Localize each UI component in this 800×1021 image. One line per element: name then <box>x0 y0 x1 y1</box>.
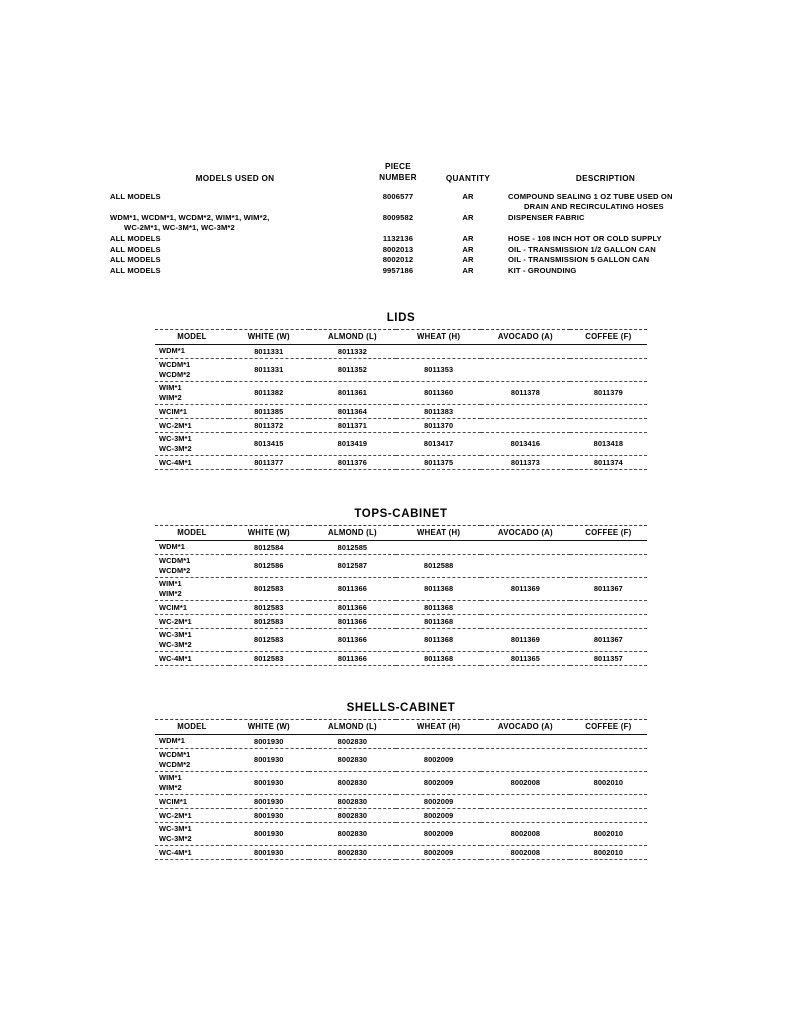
parts-list-row <box>110 266 700 277</box>
column-header-almond: ALMOND (L) <box>309 330 397 345</box>
parts-row-description <box>508 255 738 265</box>
parts-row-description-continued: DRAIN AND RECIRCULATING HOSES <box>524 202 664 212</box>
cell-part-number-almond: 8002830 <box>309 794 397 808</box>
parts-row-description-line: OIL - TRANSMISSION 5 GALLON CAN <box>508 255 650 265</box>
model-name: WIM*1 <box>159 383 182 393</box>
cell-part-number-avocado: 8002008 <box>481 771 570 794</box>
model-name: WDM*1 <box>159 736 185 746</box>
cell-part-number-almond: 8002830 <box>309 822 397 845</box>
cell-part-number-avocado <box>481 600 570 614</box>
column-header-model: MODEL <box>155 720 229 735</box>
parts-row-models <box>110 213 358 233</box>
cell-part-number-almond: 8002830 <box>309 808 397 822</box>
cell-model <box>155 404 229 418</box>
parts-row-models-line: ALL MODELS <box>110 234 161 243</box>
cell-part-number-wheat: 8011368 <box>396 577 481 600</box>
column-header-white: WHITE (W) <box>229 720 309 735</box>
parts-row-quantity: AR <box>462 213 474 222</box>
parts-row-description-line: DISPENSER FABRIC <box>508 213 585 222</box>
parts-row-piece-number: 1132136 <box>382 234 414 243</box>
parts-row-models-line: ALL MODELS <box>110 265 161 275</box>
parts-table-tops-cabinet <box>155 508 647 666</box>
table-row <box>155 540 647 554</box>
parts-row-models-line: ALL MODELS <box>110 255 161 265</box>
cell-part-number-avocado: 8011365 <box>481 652 570 666</box>
cell-model <box>155 771 229 794</box>
column-header-almond: ALMOND (L) <box>309 526 397 541</box>
parts-row-quantity: AR <box>462 234 474 243</box>
cell-part-number-white: 8012583 <box>229 614 309 628</box>
parts-row-models <box>110 234 358 244</box>
cell-part-number-coffee: 8002010 <box>570 822 647 845</box>
column-header-coffee: COFFEE (F) <box>570 720 647 735</box>
cell-part-number-wheat: 8013417 <box>396 432 481 455</box>
column-header-quantity: QUANTITY <box>445 174 491 183</box>
table-row <box>155 734 647 748</box>
model-name: WC-4M*1 <box>159 653 192 663</box>
parts-row-description <box>508 213 738 223</box>
cell-model <box>155 344 229 358</box>
cell-part-number-coffee: 8002010 <box>570 771 647 794</box>
table-row <box>155 628 647 651</box>
cell-part-number-almond: 8011376 <box>309 456 397 470</box>
cell-model <box>155 540 229 554</box>
parts-row-piece-number: 9957186 <box>382 265 414 275</box>
cell-part-number-avocado <box>481 614 570 628</box>
cell-part-number-wheat: 8002009 <box>396 846 481 860</box>
cell-part-number-wheat: 8011353 <box>396 358 481 381</box>
parts-row-piece-number: 8002012 <box>382 255 414 265</box>
parts-row-quantity: AR <box>462 255 474 265</box>
cell-model <box>155 748 229 771</box>
table-title-tops-cabinet: TOPS-CABINET <box>354 508 448 520</box>
parts-row-description <box>508 266 738 276</box>
cell-part-number-coffee <box>570 418 647 432</box>
cell-part-number-white: 8001930 <box>229 734 309 748</box>
cell-part-number-avocado <box>481 748 570 771</box>
parts-list-row <box>110 245 700 256</box>
model-name: WDM*1 <box>159 542 185 552</box>
model-name: WCDM*2 <box>159 369 191 379</box>
cell-part-number-coffee <box>570 600 647 614</box>
cell-part-number-almond: 8011366 <box>309 577 397 600</box>
table-row <box>155 846 647 860</box>
column-header-avocado: AVOCADO (A) <box>481 720 570 735</box>
cell-part-number-almond: 8011366 <box>309 652 397 666</box>
cell-part-number-almond: 8011371 <box>309 418 397 432</box>
cell-part-number-wheat: 8002009 <box>396 794 481 808</box>
table-row <box>155 748 647 771</box>
cell-part-number-wheat: 8011375 <box>396 456 481 470</box>
cell-part-number-avocado: 8013416 <box>481 432 570 455</box>
parts-row-quantity: AR <box>462 244 474 254</box>
column-header-white: WHITE (W) <box>229 330 309 345</box>
column-header-model: MODEL <box>155 330 229 345</box>
cell-part-number-white: 8001930 <box>229 771 309 794</box>
model-name: WC-2M*1 <box>159 616 192 626</box>
cell-part-number-wheat: 8011368 <box>396 628 481 651</box>
cell-part-number-coffee <box>570 808 647 822</box>
parts-row-description-line: COMPOUND SEALING 1 OZ TUBE USED ON <box>508 192 673 201</box>
color-part-number-table <box>155 719 647 860</box>
cell-part-number-almond: 8012585 <box>309 540 397 554</box>
cell-part-number-avocado <box>481 358 570 381</box>
model-name: WCIM*1 <box>159 406 188 416</box>
table-row <box>155 418 647 432</box>
column-header-wheat: WHEAT (H) <box>396 330 481 345</box>
parts-list-row <box>110 255 700 266</box>
cell-model <box>155 577 229 600</box>
model-name: WCDM*2 <box>159 759 191 769</box>
parts-row-models <box>110 266 358 276</box>
table-header-row <box>155 330 647 345</box>
table-row <box>155 554 647 577</box>
column-header-wheat: WHEAT (H) <box>396 526 481 541</box>
cell-part-number-almond: 8011352 <box>309 358 397 381</box>
cell-part-number-almond: 8011366 <box>309 628 397 651</box>
parts-row-piece-number: 8009582 <box>382 213 414 222</box>
cell-part-number-coffee <box>570 358 647 381</box>
model-name: WCIM*1 <box>159 602 188 612</box>
cell-part-number-white: 8001930 <box>229 822 309 845</box>
piece-number-line-2: NUMBER <box>379 172 417 182</box>
column-header-piece-number <box>362 162 434 183</box>
cell-part-number-almond: 8002830 <box>309 771 397 794</box>
table-row <box>155 456 647 470</box>
cell-part-number-wheat: 8011360 <box>396 381 481 404</box>
cell-part-number-coffee <box>570 344 647 358</box>
model-name: WC-3M*2 <box>159 443 192 453</box>
parts-row-models <box>110 245 358 255</box>
cell-part-number-white: 8001930 <box>229 846 309 860</box>
table-row <box>155 381 647 404</box>
cell-part-number-avocado: 8011373 <box>481 456 570 470</box>
table-row <box>155 652 647 666</box>
cell-model <box>155 822 229 845</box>
cell-part-number-white: 8011372 <box>229 418 309 432</box>
cell-model <box>155 381 229 404</box>
parts-list-row <box>110 213 700 234</box>
cell-part-number-white: 8001930 <box>229 794 309 808</box>
cell-part-number-avocado <box>481 794 570 808</box>
parts-row-models-line: ALL MODELS <box>110 192 161 201</box>
parts-row-models-line: WDM*1, WCDM*1, WCDM*2, WIM*1, WIM*2, <box>110 213 270 222</box>
cell-part-number-wheat: 8011368 <box>396 652 481 666</box>
column-header-almond: ALMOND (L) <box>309 720 397 735</box>
table-row <box>155 577 647 600</box>
model-name: WIM*1 <box>159 579 182 589</box>
model-name: WIM*2 <box>159 392 182 402</box>
parts-table-lids <box>155 312 647 470</box>
parts-row-models-line: ALL MODELS <box>110 244 161 254</box>
cell-model <box>155 794 229 808</box>
cell-part-number-avocado: 8011378 <box>481 381 570 404</box>
cell-part-number-almond: 8012587 <box>309 554 397 577</box>
cell-part-number-wheat: 8012588 <box>396 554 481 577</box>
parts-row-quantity: AR <box>462 192 474 201</box>
model-name: WC-4M*1 <box>159 457 192 467</box>
cell-part-number-wheat: 8002009 <box>396 748 481 771</box>
model-name: WIM*1 <box>159 773 182 783</box>
column-header-coffee: COFFEE (F) <box>570 330 647 345</box>
parts-row-models <box>110 192 358 202</box>
parts-row-quantity: AR <box>462 265 474 275</box>
model-name: WC-3M*2 <box>159 833 192 843</box>
cell-part-number-coffee: 8011367 <box>570 628 647 651</box>
cell-model <box>155 846 229 860</box>
parts-list-section <box>110 160 700 276</box>
model-name: WIM*2 <box>159 782 182 792</box>
table-row <box>155 822 647 845</box>
table-row <box>155 614 647 628</box>
cell-part-number-coffee: 8011357 <box>570 652 647 666</box>
model-name: WC-3M*1 <box>159 630 192 640</box>
model-name: WIM*2 <box>159 588 182 598</box>
model-name: WC-2M*1 <box>159 810 192 820</box>
cell-part-number-wheat <box>396 540 481 554</box>
cell-part-number-wheat: 8011368 <box>396 600 481 614</box>
table-row <box>155 808 647 822</box>
cell-part-number-white: 8012583 <box>229 652 309 666</box>
cell-part-number-white: 8001930 <box>229 808 309 822</box>
cell-part-number-coffee <box>570 734 647 748</box>
column-header-description: DESCRIPTION <box>575 174 636 183</box>
cell-model <box>155 734 229 748</box>
table-row <box>155 344 647 358</box>
cell-part-number-avocado <box>481 418 570 432</box>
parts-list-row <box>110 234 700 245</box>
cell-part-number-coffee <box>570 540 647 554</box>
table-row <box>155 358 647 381</box>
cell-part-number-coffee: 8013418 <box>570 432 647 455</box>
cell-part-number-avocado: 8002008 <box>481 846 570 860</box>
cell-part-number-wheat: 8011383 <box>396 404 481 418</box>
cell-model <box>155 600 229 614</box>
piece-number-line-1: PIECE <box>384 162 412 171</box>
parts-row-description-line: KIT - GROUNDING <box>508 265 577 275</box>
cell-part-number-almond: 8011364 <box>309 404 397 418</box>
parts-row-description <box>508 192 738 212</box>
cell-part-number-white: 8012583 <box>229 628 309 651</box>
cell-part-number-almond: 8013419 <box>309 432 397 455</box>
cell-part-number-coffee <box>570 794 647 808</box>
cell-part-number-avocado: 8011369 <box>481 628 570 651</box>
table-row <box>155 432 647 455</box>
model-name: WC-3M*1 <box>159 434 192 444</box>
cell-part-number-almond: 8011366 <box>309 614 397 628</box>
cell-part-number-avocado <box>481 808 570 822</box>
cell-part-number-white: 8011331 <box>229 344 309 358</box>
parts-list-rows <box>110 192 700 276</box>
parts-row-description-line: OIL - TRANSMISSION 1/2 GALLON CAN <box>508 244 656 254</box>
cell-model <box>155 554 229 577</box>
cell-part-number-avocado <box>481 734 570 748</box>
cell-model <box>155 652 229 666</box>
cell-part-number-coffee: 8011374 <box>570 456 647 470</box>
cell-model <box>155 628 229 651</box>
parts-table-shells-cabinet <box>155 702 647 860</box>
cell-part-number-white: 8012584 <box>229 540 309 554</box>
cell-part-number-wheat: 8002009 <box>396 808 481 822</box>
parts-row-piece-number: 8006577 <box>382 192 414 201</box>
column-header-model: MODEL <box>155 526 229 541</box>
color-part-number-table <box>155 525 647 666</box>
cell-model <box>155 808 229 822</box>
cell-model <box>155 418 229 432</box>
cell-part-number-coffee <box>570 404 647 418</box>
parts-list-row <box>110 192 700 213</box>
cell-part-number-wheat: 8011370 <box>396 418 481 432</box>
cell-part-number-white: 8012583 <box>229 577 309 600</box>
parts-row-piece-number: 8002013 <box>382 244 414 254</box>
column-header-models-used-on: MODELS USED ON <box>195 174 275 183</box>
table-title-shells-cabinet: SHELLS-CABINET <box>346 702 456 714</box>
cell-part-number-almond: 8002830 <box>309 734 397 748</box>
cell-model <box>155 432 229 455</box>
cell-part-number-almond: 8011332 <box>309 344 397 358</box>
table-row <box>155 771 647 794</box>
cell-part-number-avocado <box>481 540 570 554</box>
parts-row-description-line: HOSE - 108 INCH HOT OR COLD SUPPLY <box>508 234 662 243</box>
cell-part-number-coffee <box>570 748 647 771</box>
cell-part-number-coffee <box>570 614 647 628</box>
table-row <box>155 794 647 808</box>
cell-part-number-avocado <box>481 404 570 418</box>
model-name: WCDM*1 <box>159 750 191 759</box>
cell-model <box>155 358 229 381</box>
cell-model <box>155 456 229 470</box>
model-name: WC-3M*1 <box>159 824 192 834</box>
column-header-avocado: AVOCADO (A) <box>481 526 570 541</box>
model-name: WCDM*2 <box>159 565 191 575</box>
cell-part-number-white: 8013415 <box>229 432 309 455</box>
cell-part-number-white: 8011382 <box>229 381 309 404</box>
cell-part-number-avocado <box>481 554 570 577</box>
parts-row-models-continued: WC-2M*1, WC-3M*1, WC-3M*2 <box>124 223 235 233</box>
table-header-row <box>155 526 647 541</box>
cell-part-number-coffee <box>570 554 647 577</box>
cell-part-number-coffee: 8002010 <box>570 846 647 860</box>
cell-part-number-wheat <box>396 734 481 748</box>
cell-part-number-coffee: 8011379 <box>570 381 647 404</box>
cell-part-number-white: 8011331 <box>229 358 309 381</box>
parts-row-models <box>110 255 358 265</box>
cell-model <box>155 614 229 628</box>
cell-part-number-white: 8011385 <box>229 404 309 418</box>
model-name: WDM*1 <box>159 346 185 356</box>
model-name: WC-4M*1 <box>159 847 192 857</box>
column-header-wheat: WHEAT (H) <box>396 720 481 735</box>
parts-row-description <box>508 245 738 255</box>
cell-part-number-avocado <box>481 344 570 358</box>
color-part-number-table <box>155 329 647 470</box>
cell-part-number-almond: 8011366 <box>309 600 397 614</box>
column-header-avocado: AVOCADO (A) <box>481 330 570 345</box>
parts-row-description <box>508 234 738 244</box>
cell-part-number-white: 8012583 <box>229 600 309 614</box>
cell-part-number-almond: 8002830 <box>309 846 397 860</box>
cell-part-number-almond: 8002830 <box>309 748 397 771</box>
cell-part-number-wheat: 8002009 <box>396 822 481 845</box>
model-name: WC-3M*2 <box>159 639 192 649</box>
model-name: WCIM*1 <box>159 796 188 806</box>
cell-part-number-wheat: 8002009 <box>396 771 481 794</box>
cell-part-number-avocado: 8011369 <box>481 577 570 600</box>
cell-part-number-white: 8012586 <box>229 554 309 577</box>
cell-part-number-wheat: 8011368 <box>396 614 481 628</box>
model-name: WCDM*1 <box>159 556 191 565</box>
cell-part-number-almond: 8011361 <box>309 381 397 404</box>
table-title-lids: LIDS <box>386 312 416 324</box>
cell-part-number-avocado: 8002008 <box>481 822 570 845</box>
cell-part-number-white: 8011377 <box>229 456 309 470</box>
model-name: WC-2M*1 <box>159 420 192 430</box>
column-header-white: WHITE (W) <box>229 526 309 541</box>
model-name: WCDM*1 <box>159 360 191 369</box>
table-row <box>155 404 647 418</box>
table-row <box>155 600 647 614</box>
cell-part-number-wheat <box>396 344 481 358</box>
parts-list-header-row <box>110 160 700 186</box>
table-header-row <box>155 720 647 735</box>
cell-part-number-white: 8001930 <box>229 748 309 771</box>
column-header-coffee: COFFEE (F) <box>570 526 647 541</box>
cell-part-number-coffee: 8011367 <box>570 577 647 600</box>
